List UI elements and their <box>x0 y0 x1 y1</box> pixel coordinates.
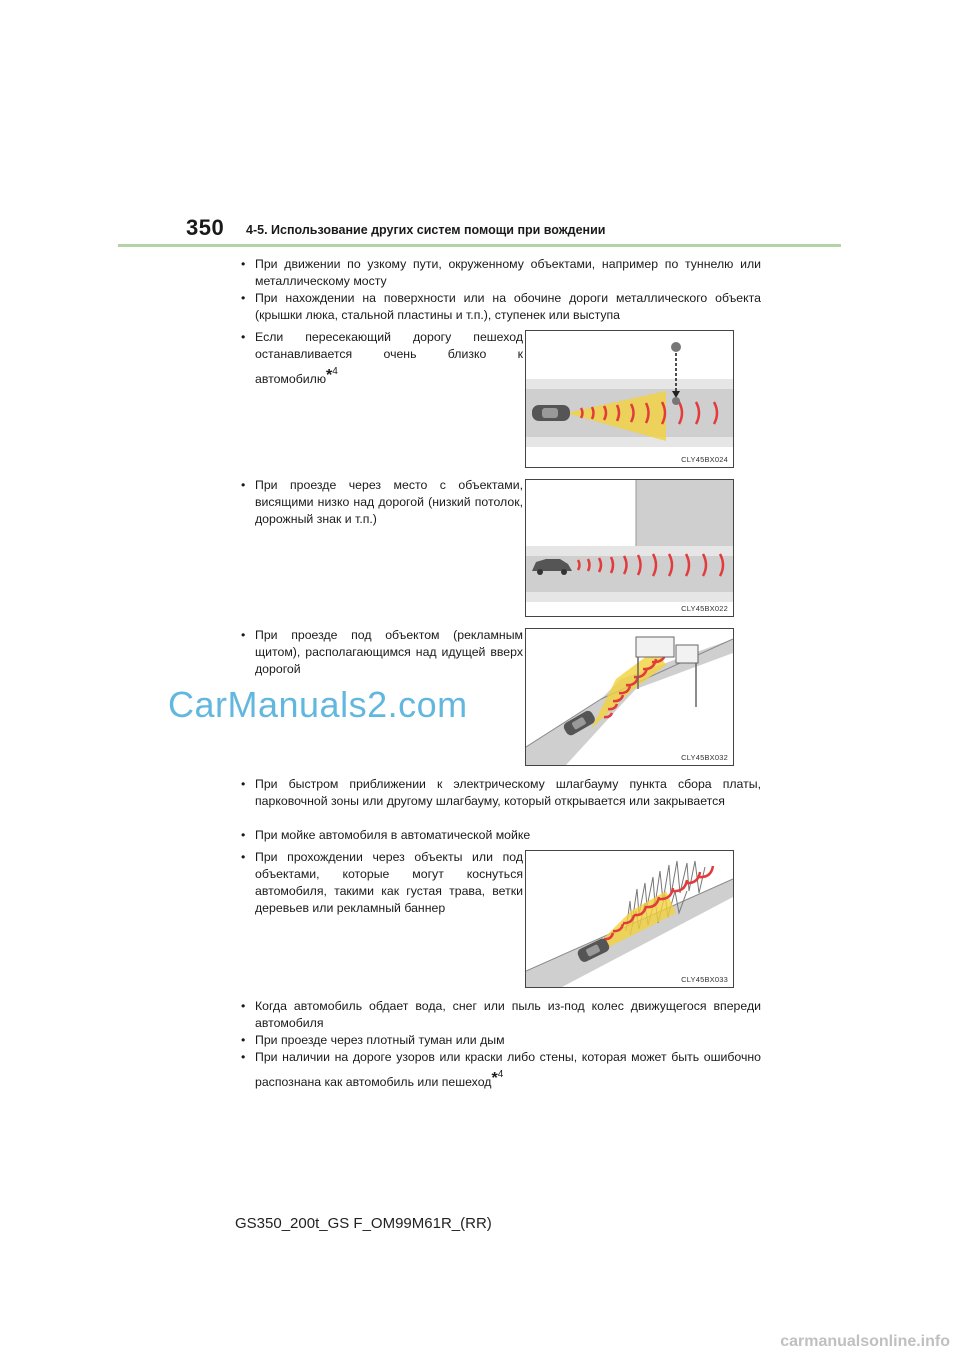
low-ceiling-illustration <box>526 480 733 616</box>
bullet-fog: • При проезде через плотный туман или дым <box>238 1032 761 1049</box>
figure-code: CLY45BX033 <box>681 975 728 984</box>
bullet-grass: • При прохождении через объекты или под объектами, которые могут коснуться автомобиля, такими как густая трава, ветки деревьев или рекламный баннер <box>238 849 523 917</box>
bullet-road-patterns-text: При наличии на дороге узоров или краски либо стены, которая может быть ошибочно распознана как автомобиль или пешеход <box>255 1050 761 1089</box>
grass-illustration <box>526 851 733 987</box>
footnote-marker: *$^4$ <box>326 366 338 384</box>
car-icon <box>532 405 570 421</box>
figure-low-ceiling <box>525 479 734 617</box>
pedestrian-icon <box>671 342 681 352</box>
figure-code: CLY45BX032 <box>681 753 728 762</box>
bullet-car-wash: • При мойке автомобиля в автоматической мойке <box>238 827 761 844</box>
figure-grass <box>525 850 734 988</box>
bullet-billboard: • При проезде под объектом (рекламным щитом), располагающимся над идущей вверх дорогой <box>238 627 523 678</box>
bullet-metal-object: • При нахождении на поверхности или на обочине дороги металлического объекта (крышки люка, стальной пластины и т.п.), ступенек или выступа <box>238 290 761 324</box>
watermark: CarManuals2.com <box>168 684 468 725</box>
page-number: 350 <box>186 215 225 240</box>
bullet-low-ceiling: • При проезде через место с объектами, висящими низко над дорогой (низкий потолок, дорожный знак и т.п.) <box>238 477 523 528</box>
bullet-barrier: • При быстром приближении к электрическому шлагбауму пункта сбора платы, парковочной зоны или другому шлагбауму, который открывается или закрывается <box>238 776 761 810</box>
bullet-water-snow: • Когда автомобиль обдает вода, снег или пыль из-под колес движущегося впереди автомобиля <box>238 998 761 1032</box>
figure-code: CLY45BX022 <box>681 604 728 613</box>
bullet-narrow-road: • При движении по узкому пути, окруженному объектами, например по туннелю или металлическому мосту <box>238 256 761 290</box>
bullet-pedestrian-text: Если пересекающий дорогу пешеход останавливается очень близко к автомобилю <box>255 330 523 386</box>
footnote-marker: *$^4$ <box>491 1069 504 1087</box>
figure-billboard <box>525 628 734 766</box>
figure-code: CLY45BX024 <box>681 455 728 464</box>
pedestrian-illustration <box>526 331 733 467</box>
billboard-illustration <box>526 629 733 765</box>
footer-doc-code: GS350_200t_GS F_OM99M61R_(RR) <box>235 1215 492 1232</box>
figure-pedestrian <box>525 330 734 468</box>
bullet-road-patterns <box>238 1049 761 1091</box>
header-rule <box>118 244 841 247</box>
section-title: 4-5. Использование других систем помощи при вождении <box>246 223 606 237</box>
site-watermark: carmanualsonline.info <box>780 1333 950 1350</box>
bullet-pedestrian <box>238 329 523 388</box>
